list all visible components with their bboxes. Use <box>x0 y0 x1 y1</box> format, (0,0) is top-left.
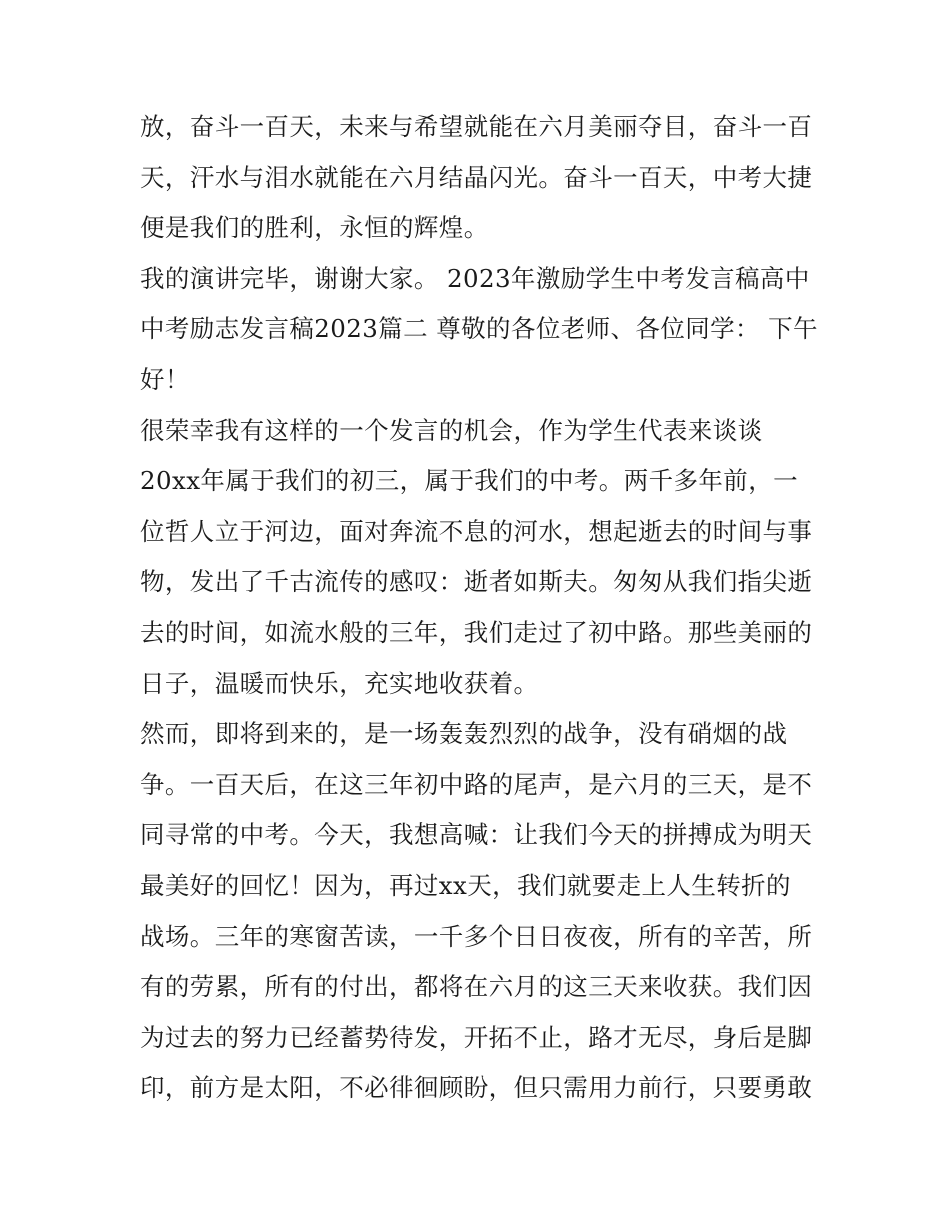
paragraph-1 <box>140 102 815 254</box>
text-line: 天，汗水与泪水就能在六月结晶闪光。奋斗一百天，中考大捷 <box>140 162 813 192</box>
text-line: 然而，即将到来的，是一场轰轰烈烈的战争，没有硝烟的战 <box>140 719 788 749</box>
text-line: 有的劳累，所有的付出，都将在六月的这三天来收获。我们因 <box>140 972 813 1002</box>
text-line: 战场。三年的寒窗苦读，一千多个日日夜夜，所有的辛苦，所 <box>140 921 813 951</box>
text-line: 便是我们的胜利，永恒的辉煌。 <box>140 213 489 243</box>
text-line: 好！ <box>140 364 190 394</box>
paragraph-4 <box>140 709 815 1114</box>
text-line: 去的时间，如流水般的三年，我们走过了初中路。那些美丽的 <box>140 617 813 647</box>
text-line: 为过去的努力已经蓄势待发，开拓不止，路才无尽，身后是脚 <box>140 1022 813 1052</box>
paragraph-2 <box>140 254 818 406</box>
text-line: 很荣幸我有这样的一个发言的机会，作为学生代表来谈谈 <box>140 415 763 445</box>
document-body <box>140 102 818 1114</box>
text-line: 20xx年属于我们的初三，属于我们的中考。两千多年前，一 <box>140 466 799 496</box>
text-line: 放，奋斗一百天，未来与希望就能在六月美丽夺目，奋斗一百 <box>140 112 813 141</box>
text-line: 最美好的回忆！因为，再过xx天，我们就要走上人生转折的 <box>140 870 791 900</box>
text-line: 位哲人立于河边，面对奔流不息的河水，想起逝去的时间与事 <box>140 516 813 546</box>
text-line: 印，前方是太阳，不必徘徊顾盼，但只需用力前行，只要勇敢 <box>140 1073 813 1103</box>
text-line: 争。一百天后，在这三年初中路的尾声，是六月的三天，是不 <box>140 769 813 799</box>
text-line: 同寻常的中考。今天，我想高喊：让我们今天的拼搏成为明天 <box>140 820 813 850</box>
text-line: 中考励志发言稿2023篇二 尊敬的各位老师、各位同学： 下午 <box>140 314 818 344</box>
paragraph-3 <box>140 406 815 710</box>
text-line: 我的演讲完毕，谢谢大家。 2023年激励学生中考发言稿高中 <box>140 263 810 293</box>
text-line: 日子，温暖而快乐，充实地收获着。 <box>140 668 539 698</box>
text-line: 物，发出了千古流传的感叹：逝者如斯夫。匆匆从我们指尖逝 <box>140 567 813 597</box>
